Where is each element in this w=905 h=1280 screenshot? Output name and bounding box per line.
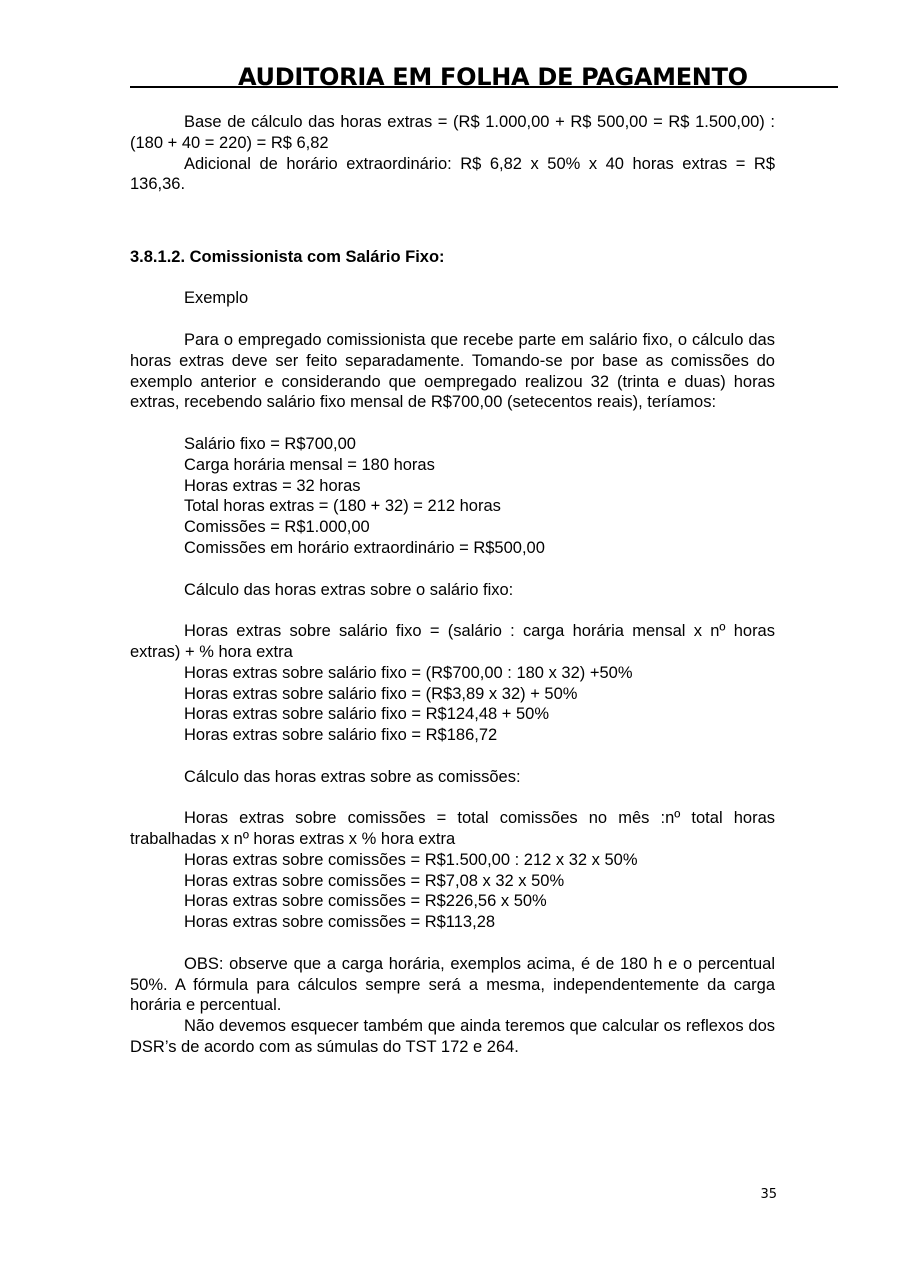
calc-fixo-formula: Horas extras sobre salário fixo = (salário : carga horária mensal x nº horas extras) + % hora extra (130, 622, 775, 661)
calc-fixo-title: Cálculo das horas extras sobre o salário fixo: (184, 580, 514, 599)
page-number: 35 (760, 1187, 777, 1202)
data-line: Carga horária mensal = 180 horas (184, 455, 435, 474)
page-body (130, 112, 775, 1058)
calc-fixo-line: Horas extras sobre salário fixo = R$124,48 + 50% (184, 705, 550, 724)
intro-adicional: Adicional de horário extraordinário: R$ 6,82 x 50% x 40 horas extras = R$ 136,36. (130, 154, 775, 194)
calc-fixo-line: Horas extras sobre salário fixo = (R$700,00 : 180 x 32) +50% (184, 663, 633, 682)
obs-paragraph: OBS: observe que a carga horária, exemplos acima, é de 180 h e o percentual 50%. A fórmula para cálculos sempre será a mesma, independentemente da carga horária e percentual. (130, 954, 775, 1015)
data-line: Total horas extras = (180 + 32) = 212 horas (184, 497, 501, 516)
calc-com-line: Horas extras sobre comissões = R$1.500,00 : 212 x 32 x 50% (184, 850, 638, 869)
intro-base-calc: Base de cálculo das horas extras = (R$ 1.000,00 + R$ 500,00 = R$ 1.500,00) : (180 + 40 = 220) = R$ 6,82 (130, 113, 775, 152)
calc-com-formula: Horas extras sobre comissões = total comissões no mês :nº total horas trabalhadas x nº horas extras x % hora extra (130, 809, 775, 849)
calc-fixo-line: Horas extras sobre salário fixo = (R$3,89 x 32) + 50% (184, 684, 578, 703)
data-line: Horas extras = 32 horas (184, 476, 361, 495)
calc-com-line: Horas extras sobre comissões = R$226,56 x 50% (184, 892, 547, 911)
calc-fixo-line: Horas extras sobre salário fixo = R$186,72 (184, 726, 498, 745)
header-rule-right (748, 62, 838, 88)
data-line: Comissões em horário extraordinário = R$500,00 (184, 538, 545, 557)
calc-com-line: Horas extras sobre comissões = R$113,28 (184, 913, 496, 932)
header-rule-left (130, 62, 238, 88)
intro-paragraph: Para o empregado comissionista que recebe parte em salário fixo, o cálculo das horas extras deve ser feito separadamente. Tomando-se por base as comissões do exemplo anterior e considerando que oempregado realizou 32 (trinta e duas) horas extras, recebendo salário fixo mensal de R$700,00 (setecentos reais), teríamos: (130, 330, 775, 412)
data-line: Comissões = R$1.000,00 (184, 518, 370, 537)
closing-paragraph: Não devemos esquecer também que ainda teremos que calcular os reflexos dos DSR’s de acordo com as súmulas do TST 172 e 264. (130, 1017, 775, 1057)
section-heading: 3.8.1.2. Comissionista com Salário Fixo: (130, 247, 445, 266)
data-line: Salário fixo = R$700,00 (184, 434, 356, 453)
header-title: AUDITORIA EM FOLHA DE PAGAMENTO (238, 63, 748, 91)
calc-com-line: Horas extras sobre comissões = R$7,08 x 32 x 50% (184, 871, 565, 890)
example-label: Exemplo (184, 289, 249, 308)
calc-com-title: Cálculo das horas extras sobre as comissões: (184, 767, 521, 786)
page-header (130, 58, 775, 91)
